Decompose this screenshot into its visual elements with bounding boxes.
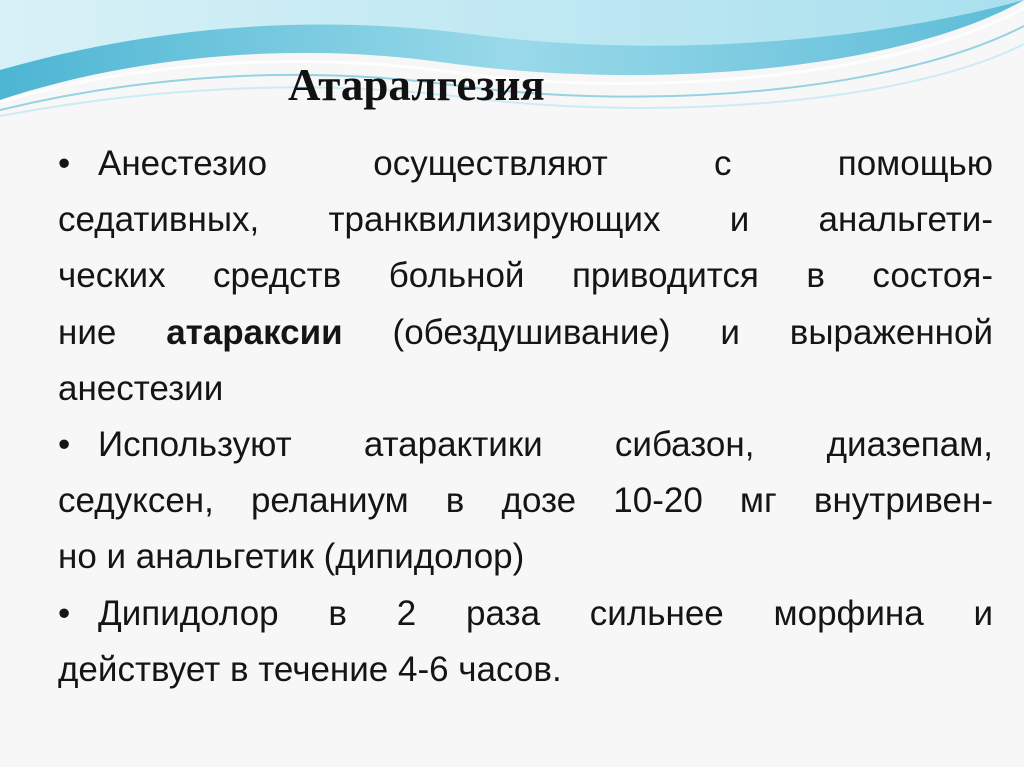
text-line-5	[58, 361, 993, 417]
text-line-3	[58, 248, 993, 304]
bullet-icon: •	[58, 593, 71, 633]
slide-title: Атаралгезия	[288, 60, 545, 110]
text-line: анестезии	[58, 368, 224, 408]
bullet-icon: •	[58, 144, 71, 183]
bullet-line-2	[58, 417, 993, 473]
text-line-2	[58, 192, 993, 248]
text-line: седативных, транквилизирующих и анальгети-	[58, 200, 993, 240]
text-line-8	[58, 529, 993, 585]
text-line: Используют атарактики сибазон, диазепам,	[98, 424, 993, 464]
text-line: ческих средств больной приводится в состоя-	[58, 256, 993, 296]
text-line-4	[58, 305, 993, 361]
text-line: Анестезио осуществляют с помощью	[98, 144, 993, 183]
slide-body	[58, 136, 993, 698]
text-line-7	[58, 473, 993, 529]
text-line: седуксен, реланиум в дозе 10-20 мг внутривен-	[58, 481, 993, 521]
bullet-line-3	[58, 586, 993, 642]
text-line-10	[58, 642, 993, 698]
text-line: но и анальгетик (дипидолор)	[58, 537, 525, 577]
bullet-icon: •	[58, 424, 71, 464]
text-line: Дипидолор в 2 раза сильнее морфина и	[98, 593, 993, 633]
text-line: действует в течение 4-6 часов.	[58, 649, 562, 689]
text-fragment: (обездушивание) и выраженной	[342, 312, 993, 352]
bold-term: атараксии	[166, 312, 343, 352]
text-fragment: ние	[58, 312, 167, 352]
bullet-line-1	[58, 136, 993, 192]
